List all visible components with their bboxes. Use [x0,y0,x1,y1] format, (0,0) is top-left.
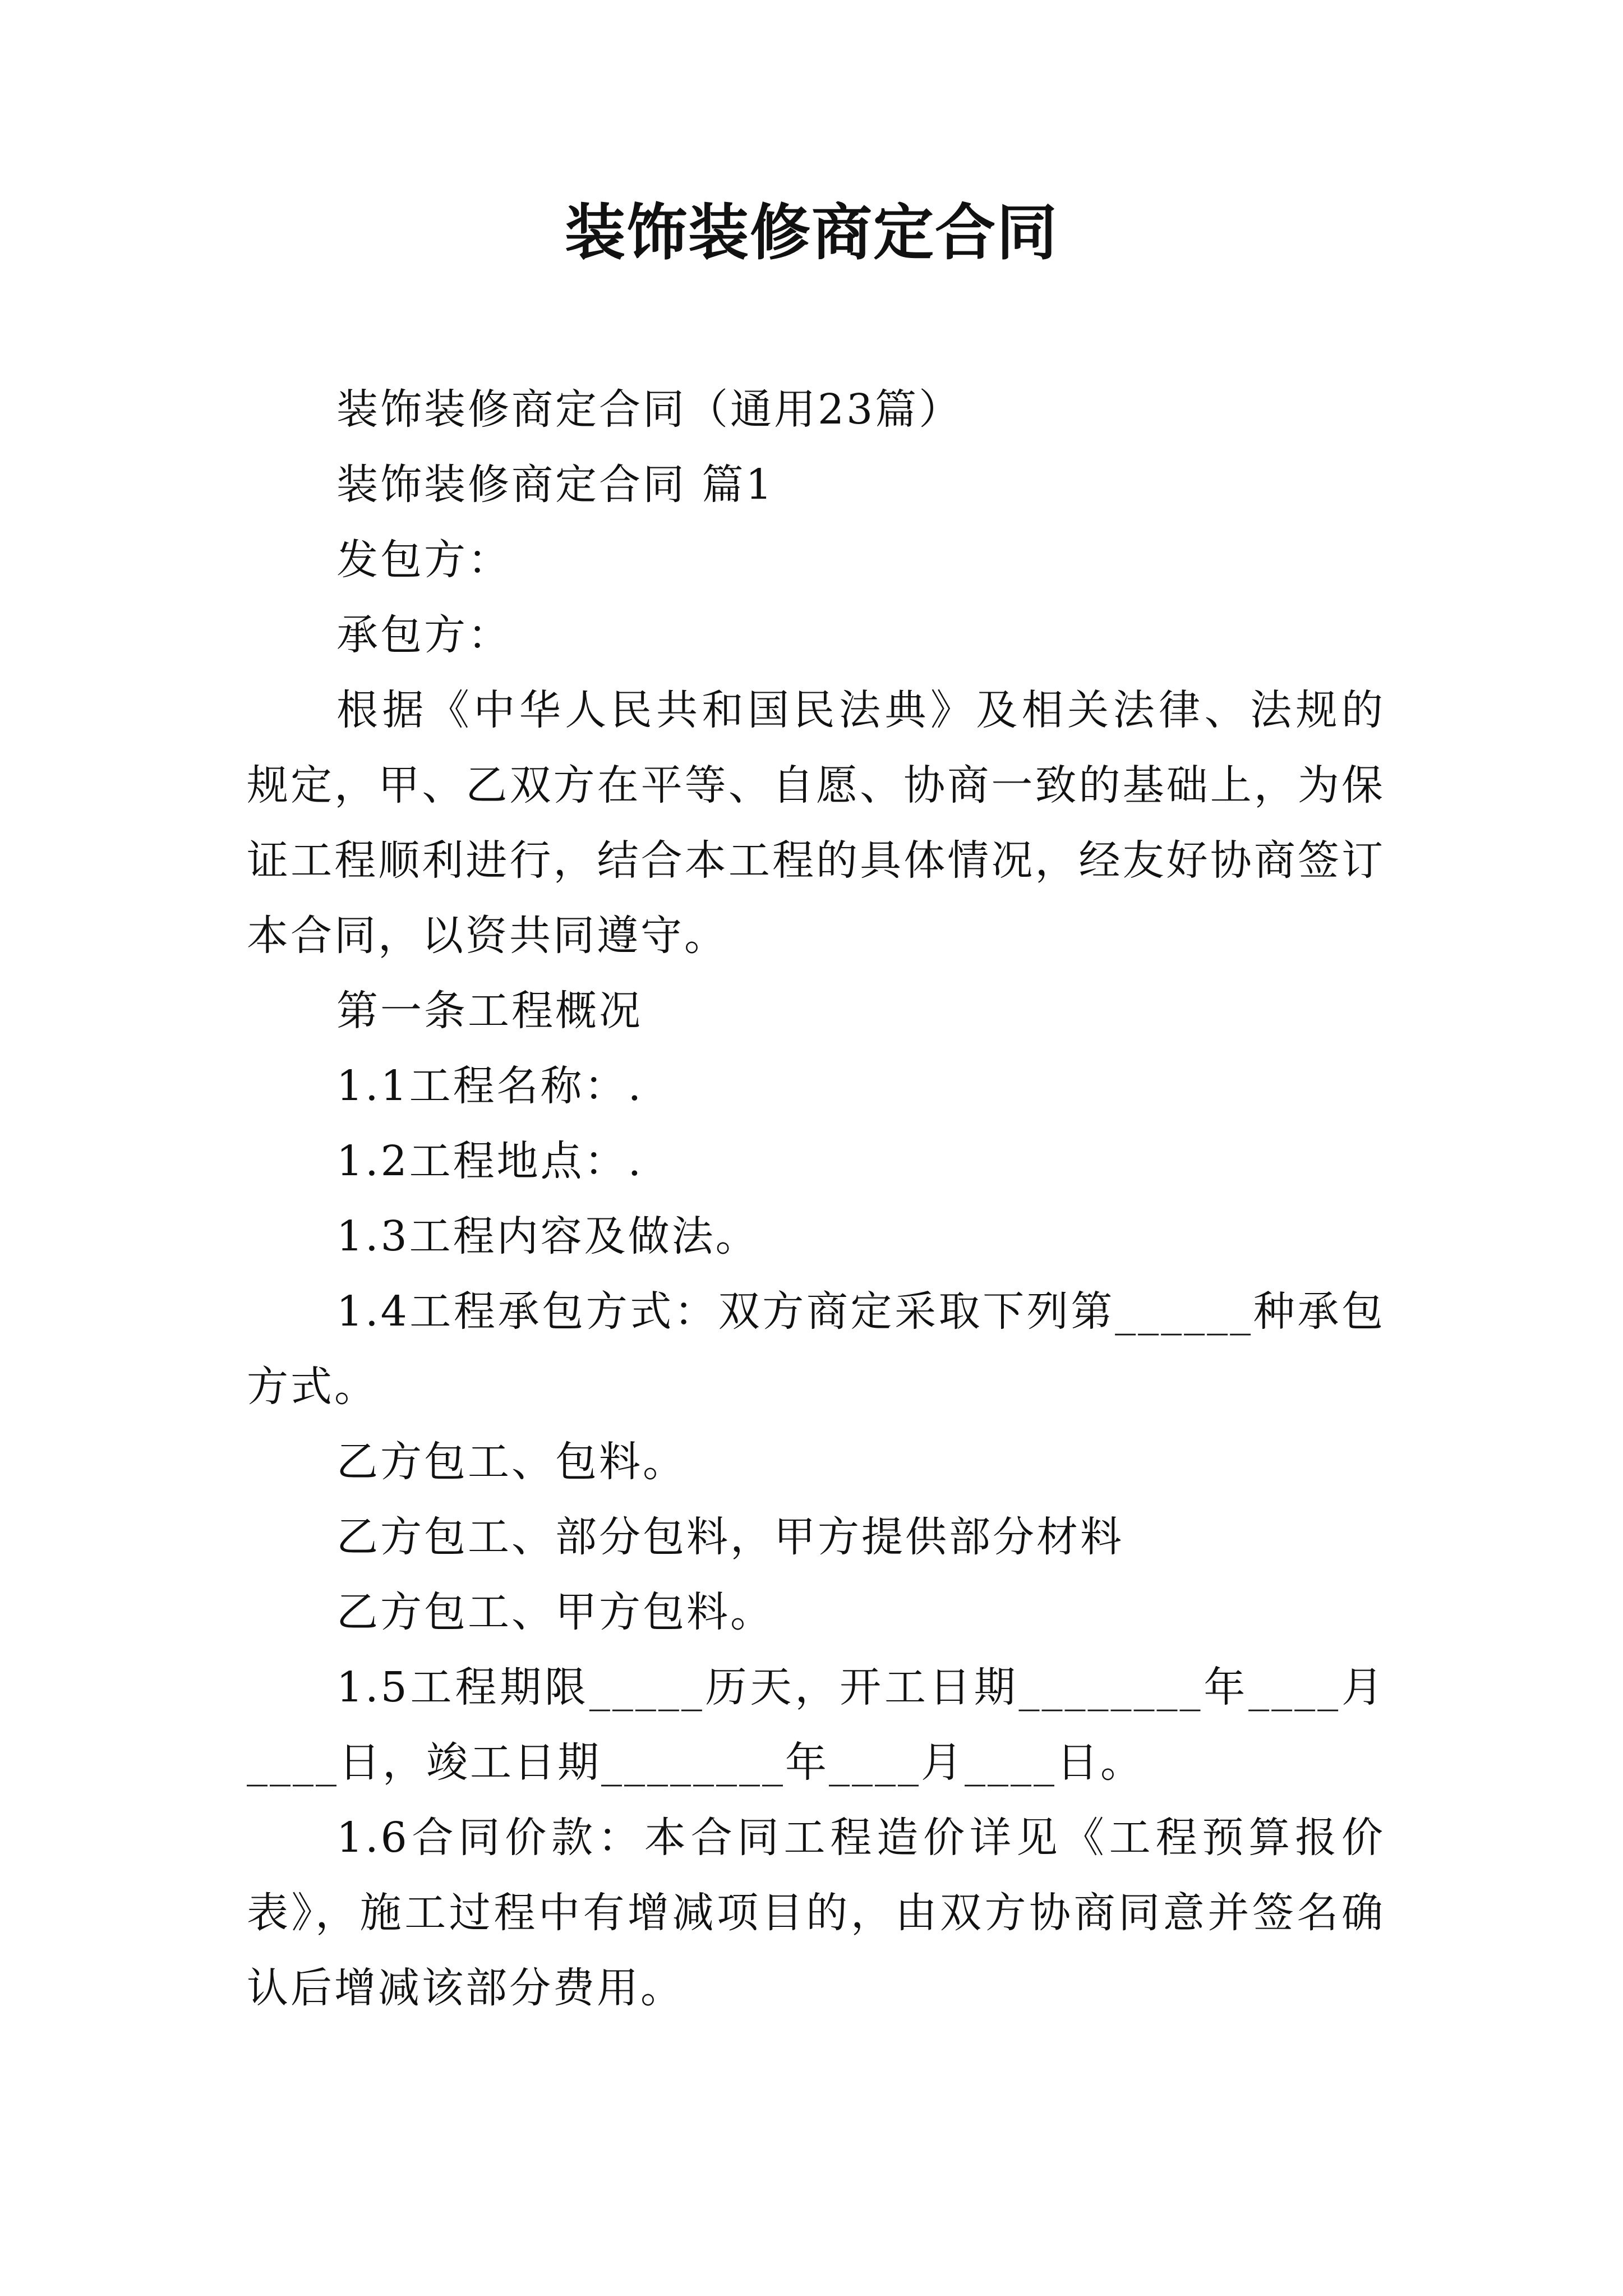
paragraph-article-1-heading: 第一条工程概况 [336,987,643,1035]
paragraph-contractor: 承包方： [336,611,511,659]
paragraph-subtitle: 装饰装修商定合同（通用23篇） [336,385,963,434]
document-body [247,372,1385,2026]
paragraph-project-name: 1.1工程名称：. [336,1062,644,1110]
paragraph-contract-mode: 1.4工程承包方式：双方商定采取下列第______种承包方式。 [247,1287,1385,1411]
paragraph-employer: 发包方： [336,536,511,584]
paragraph-mode-option-1: 乙方包工、包料。 [336,1438,686,1486]
paragraph-chapter-heading: 装饰装修商定合同 篇1 [336,461,774,509]
paragraph-project-location: 1.2工程地点：. [336,1137,644,1185]
paragraph-preamble: 根据《中华人民共和国民法典》及相关法律、法规的规定，甲、乙双方在平等、自愿、协商一致的基础上，为保证工程顺利进行，结合本工程的具体情况，经友好协商签订本合同，以资共同遵守。 [247,686,1385,960]
paragraph-mode-option-2: 乙方包工、部分包料，甲方提供部分材料 [336,1513,1124,1561]
document-title: 装饰装修商定合同 [564,197,1058,268]
paragraph-project-content: 1.3工程内容及做法。 [336,1212,759,1260]
paragraph-contract-price: 1.6合同价款：本合同工程造价详见《工程预算报价表》，施工过程中有增减项目的，由双方协商同意并签名确认后增减该部分费用。 [247,1814,1385,2012]
paragraph-project-period: 1.5工程期限_____历天，开工日期________年____月____日，竣工日期________年____月____日。 [247,1663,1385,1787]
paragraph-mode-option-3: 乙方包工、甲方包料。 [336,1588,774,1636]
